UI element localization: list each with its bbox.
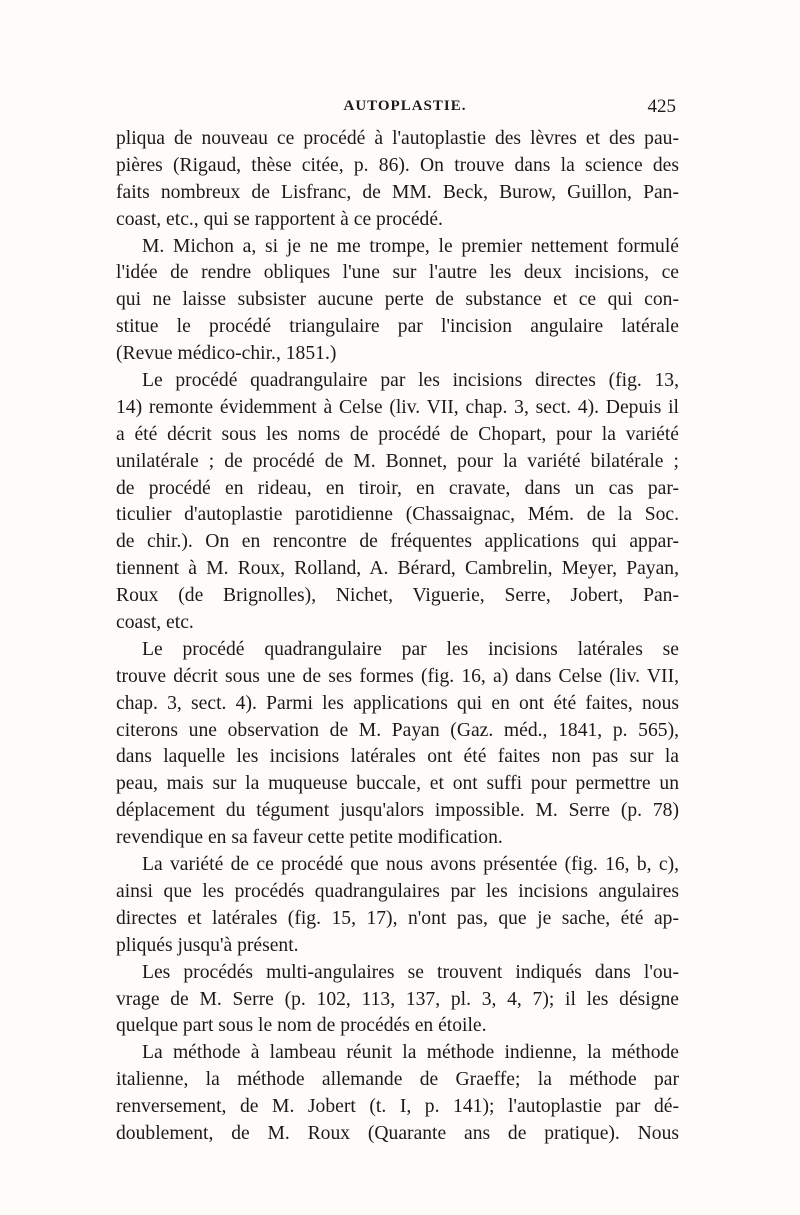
text-line: renversement, de M. Jobert (t. I, p. 141); l'autoplastie par dé- bbox=[116, 1096, 679, 1118]
text-line: Roux (de Brignolles), Nichet, Viguerie, Serre, Jobert, Pan- bbox=[116, 585, 679, 607]
text-line: de chir.). On en rencontre de fréquentes applications qui appar- bbox=[116, 531, 679, 553]
text-line: citerons une observation de M. Payan (Gaz. méd., 1841, p. 565), bbox=[116, 719, 679, 741]
text-line: l'idée de rendre obliques l'une sur l'autre les deux incisions, ce bbox=[116, 262, 679, 284]
text-line: chap. 3, sect. 4). Parmi les applications qui en ont été faites, nous bbox=[116, 692, 679, 714]
text-line: coast, etc., qui se rapportent à ce procédé. bbox=[116, 208, 443, 230]
text-line: Le procédé quadrangulaire par les incisions directes (fig. 13, bbox=[142, 370, 679, 392]
text-line: ticulier d'autoplastie parotidienne (Chassaignac, Mém. de la Soc. bbox=[116, 504, 679, 526]
text-line: (Revue médico-chir., 1851.) bbox=[116, 343, 337, 365]
text-line: pliqua de nouveau ce procédé à l'autoplastie des lèvres et des pau- bbox=[116, 128, 679, 149]
page-number: 425 bbox=[647, 96, 676, 117]
text-line: coast, etc. bbox=[116, 612, 194, 634]
text-line: qui ne laisse subsister aucune perte de substance et ce qui con- bbox=[116, 289, 679, 311]
text-line: La variété de ce procédé que nous avons présentée (fig. 16, b, c), bbox=[142, 854, 679, 876]
text-line: italienne, la méthode allemande de Graeffe; la méthode par bbox=[116, 1069, 679, 1091]
text-line: quelque part sous le nom de procédés en étoile. bbox=[116, 1015, 487, 1037]
text-line: peau, mais sur la muqueuse buccale, et ont suffi pour permettre un bbox=[116, 773, 679, 795]
running-title: AUTOPLASTIE. bbox=[343, 98, 467, 114]
text-line: pières (Rigaud, thèse citée, p. 86). On trouve dans la science des bbox=[116, 154, 679, 176]
page-header bbox=[114, 98, 676, 124]
text-line: Le procédé quadrangulaire par les incisions latérales se bbox=[142, 638, 679, 660]
text-line: La méthode à lambeau réunit la méthode indienne, la méthode bbox=[142, 1042, 679, 1064]
text-line: tiennent à M. Roux, Rolland, A. Bérard, Cambrelin, Meyer, Payan, bbox=[116, 558, 679, 580]
text-line: doublement, de M. Roux (Quarante ans de pratique). Nous bbox=[116, 1122, 679, 1144]
text-line: pliqués jusqu'à présent. bbox=[116, 934, 299, 956]
text-line: unilatérale ; de procédé de M. Bonnet, pour la variété bilatérale ; bbox=[116, 450, 679, 472]
text-line: a été décrit sous les noms de procédé de Chopart, pour la variété bbox=[116, 423, 679, 445]
text-line: revendique en sa faveur cette petite modification. bbox=[116, 827, 503, 849]
text-line: directes et latérales (fig. 15, 17), n'ont pas, que je sache, été ap- bbox=[116, 907, 679, 929]
text-line: dans laquelle les incisions latérales ont été faites non pas sur la bbox=[116, 746, 679, 768]
text-line: stitue le procédé triangulaire par l'incision angulaire latérale bbox=[116, 316, 679, 338]
text-line: 14) remonte évidemment à Celse (liv. VII, chap. 3, sect. 4). Depuis il bbox=[116, 396, 679, 418]
text-line: déplacement du tégument jusqu'alors impossible. M. Serre (p. 78) bbox=[116, 800, 679, 822]
text-line: M. Michon a, si je ne me trompe, le premier nettement formulé bbox=[142, 235, 679, 257]
body-text bbox=[116, 126, 679, 1148]
text-line: trouve décrit sous une de ses formes (fig. 16, a) dans Celse (liv. VII, bbox=[116, 665, 679, 687]
text-line: vrage de M. Serre (p. 102, 113, 137, pl. 3, 4, 7); il les désigne bbox=[116, 988, 679, 1010]
text-line: ainsi que les procédés quadrangulaires par les incisions angulaires bbox=[116, 880, 679, 902]
text-line: faits nombreux de Lisfranc, de MM. Beck, Burow, Guillon, Pan- bbox=[116, 181, 679, 203]
text-line: de procédé en rideau, en tiroir, en cravate, dans un cas par- bbox=[116, 477, 679, 499]
text-line: Les procédés multi-angulaires se trouvent indiqués dans l'ou- bbox=[142, 961, 679, 983]
